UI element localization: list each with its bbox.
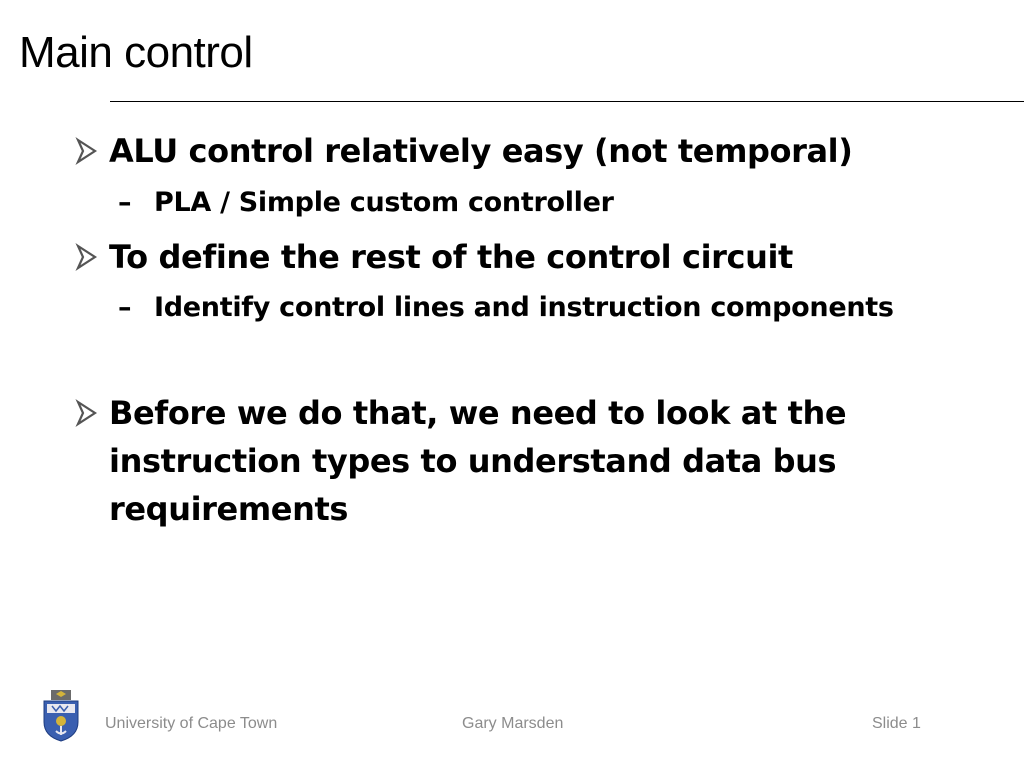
bullet-text: ALU control relatively easy (not temporal) [109,132,853,170]
footer-slide-number: Slide 1 [872,715,921,732]
slide-title: Main control [19,28,253,77]
bullet-text: To define the rest of the control circuit [109,238,793,276]
sub-bullet-text: Identify control lines and instruction components [154,292,894,323]
university-crest-logo [42,690,80,742]
dash-marker: – [118,292,132,323]
sub-bullet-item [118,290,998,326]
bullet-item [73,389,953,533]
arrow-bullet-icon [73,127,105,175]
bullet-item [73,233,973,281]
footer-institution: University of Cape Town [105,715,278,732]
bullet-text: Before we do that, we need to look at the instruction types to understand data bus requirements [109,394,847,528]
bullet-item [73,127,973,175]
dash-marker: – [118,187,132,218]
title-divider [110,101,1024,102]
arrow-bullet-icon [73,389,105,437]
sub-bullet-item [118,185,978,221]
footer-author: Gary Marsden [462,715,564,732]
sub-bullet-text: PLA / Simple custom controller [154,187,614,218]
arrow-bullet-icon [73,233,105,281]
